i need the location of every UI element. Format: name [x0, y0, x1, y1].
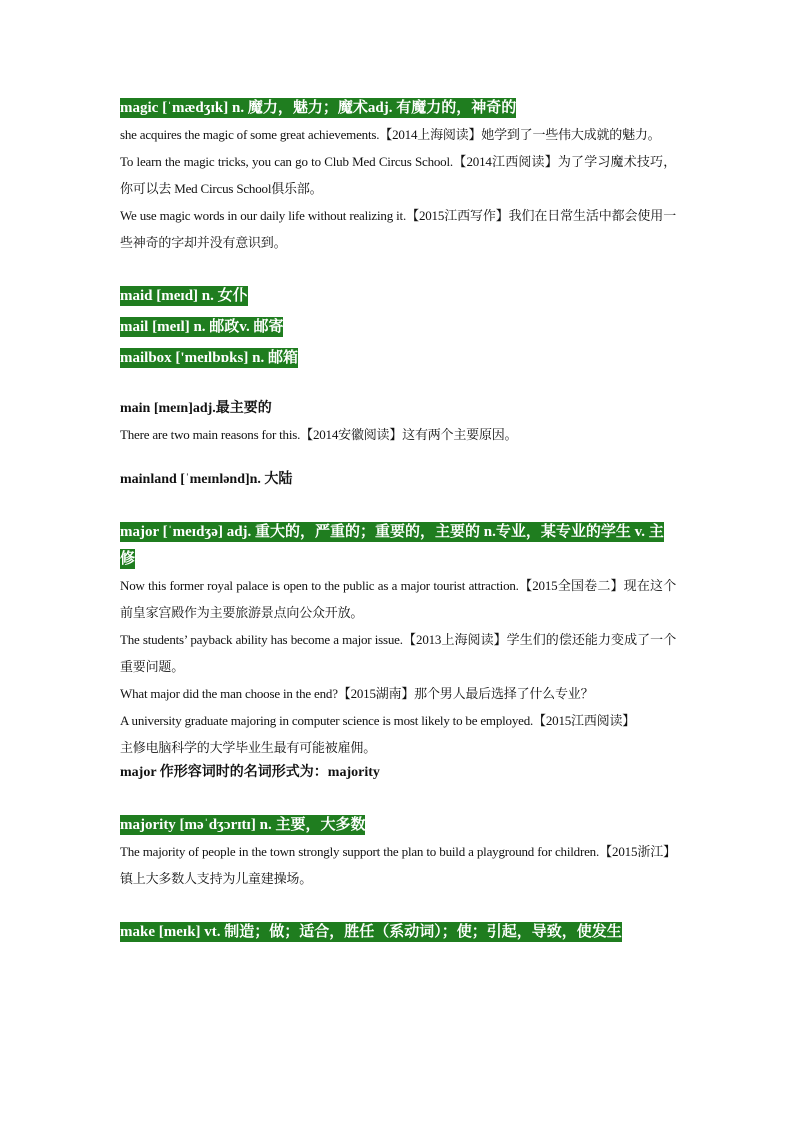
entry-major — [120, 518, 676, 572]
entry-mailbox — [120, 344, 676, 371]
example-sentence: The majority of people in the town strongly support the plan to build a playground for children.【2015浙江】镇上大多数人支持为儿童建操场。 — [120, 844, 676, 886]
headword-make: make [meɪk] vt. 制造；做；适合，胜任（系动词）；使；引起，导致，使发生 — [120, 924, 622, 940]
headword-major: major [ˈmeɪdʒə] adj. 重大的，严重的；重要的，主要的 n.专业，某专业的学生 v. 主修 — [120, 524, 664, 567]
example-sentence: We use magic words in our daily life without realizing it.【2015江西写作】我们在日常生活中都会使用一些神奇的字却并没有意识到。 — [120, 208, 676, 250]
example-sentence: Now this former royal palace is open to the public as a major tourist attraction.【2015全国卷二】现在这个前皇家宫殿作为主要旅游景点向公众开放。 — [120, 578, 676, 620]
entry-maid — [120, 282, 676, 309]
example-translation: 主修电脑科学的大学毕业生最有可能被雇佣。 — [120, 740, 377, 755]
entry-magic — [120, 94, 676, 121]
headword-magic: magic [ˈmædʒɪk] n. 魔力，魅力；魔术adj. 有魔力的，神奇的 — [120, 100, 517, 116]
example-sentence: There are two main reasons for this.【2014安徽阅读】这有两个主要原因。 — [120, 427, 518, 442]
example-sentence: she acquires the magic of some great achievements.【2014上海阅读】她学到了一些伟大成就的魅力。 — [120, 127, 661, 142]
entry-mail — [120, 313, 676, 340]
headword-mainland: mainland [ˈmeɪnlənd]n. 大陆 — [120, 472, 293, 487]
usage-note: major 作形容词时的名词形式为：majority — [120, 765, 380, 780]
example-sentence: A university graduate majoring in computer science is most likely to be employed.【2015江西阅读】 — [120, 713, 636, 728]
example-sentence: The students’ payback ability has become a major issue.【2013上海阅读】学生们的偿还能力变成了一个重要问题。 — [120, 632, 676, 674]
headword-majority: majority [məˈdʒɔrɪtɪ] n. 主要，大多数 — [120, 817, 366, 833]
headword-main: main [meɪn]adj.最主要的 — [120, 401, 272, 416]
headword-mail: mail [meɪl] n. 邮政v. 邮寄 — [120, 319, 284, 335]
example-sentence: What major did the man choose in the end?【2015湖南】那个男人最后选择了什么专业？ — [120, 686, 594, 701]
vocabulary-list — [120, 94, 676, 945]
headword-maid: maid [meɪd] n. 女仆 — [120, 288, 248, 304]
entry-majority — [120, 811, 676, 838]
headword-mailbox: mailbox ['meɪlbɒks] n. 邮箱 — [120, 350, 298, 366]
example-sentence: To learn the magic tricks, you can go to Club Med Circus School.【2014江西阅读】为了学习魔术技巧，你可以去 Med Circus School俱乐部。 — [120, 154, 676, 196]
entry-make — [120, 918, 676, 945]
